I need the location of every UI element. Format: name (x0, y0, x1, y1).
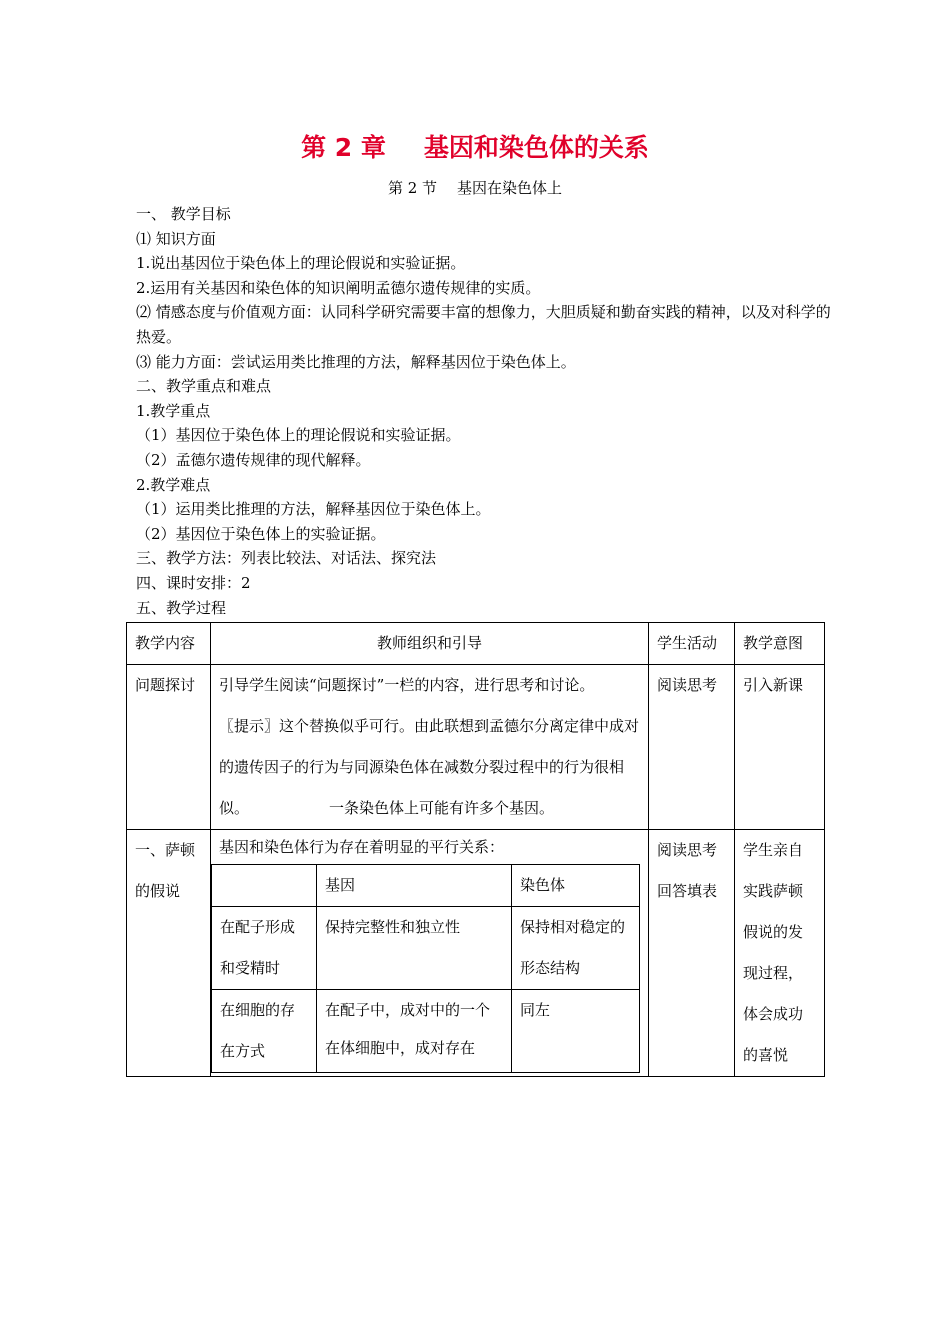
outline-line: 1.教学重点 (136, 401, 211, 420)
outline-line: 四、课时安排：2 (136, 573, 251, 592)
comparison-table (211, 864, 640, 1073)
outline-line: 一、 教学目标 (136, 205, 231, 223)
content-cell: 问题探讨 (127, 665, 211, 830)
guide-paragraph: 〖提示〗这个替换似乎可行。由此联想到孟德尔分离定律中成对的遗传因子的行为与同源染色体在减数分裂过程中的行为很相似。 一条染色体上可能有许多个基因。 (219, 717, 640, 817)
outline-line: 2.运用有关基因和染色体的知识阐明孟德尔遗传规律的实质。 (136, 278, 541, 297)
section-name: 基因在染色体上 (457, 179, 563, 197)
comparison-cell: 在配子中，成对中的一个 在体细胞中，成对存在 (317, 990, 512, 1073)
outline-line: （2）基因位于染色体上的实验证据。 (136, 524, 386, 543)
intent-cell: 引入新课 (735, 665, 825, 830)
outline-line: 二、教学重点和难点 (136, 377, 272, 396)
comparison-header-cell: 染色体 (512, 865, 640, 907)
outline-line: 1.说出基因位于染色体上的理论假说和实验证据。 (136, 254, 466, 273)
header-cell: 教学意图 (735, 623, 825, 665)
outline-line: （1）基因位于染色体上的理论假说和实验证据。 (136, 426, 461, 445)
outline-line: 三、教学方法：列表比较法、对话法、探究法 (136, 549, 437, 568)
chapter-title (0, 130, 950, 166)
outline-line: ⑵ 情感态度与价值观方面：认同科学研究需要丰富的想像力，大胆质疑和勤奋实践的精神，以及对科学的热爱。 (136, 303, 831, 346)
outline-line: 五、教学过程 (136, 598, 227, 617)
guide-cell (211, 830, 649, 1077)
activity-cell: 阅读思考回答填表 (649, 830, 735, 1077)
outline-line: 2.教学难点 (136, 475, 211, 494)
header-cell: 教学内容 (127, 623, 211, 665)
comparison-cell-extra: 在体细胞中，成对存在 (325, 1039, 476, 1057)
guide-cell (211, 665, 649, 830)
comparison-row (212, 907, 640, 990)
section-number: 第 2 节 (387, 179, 438, 197)
comparison-header-row (212, 865, 640, 907)
outline-line: （1）运用类比推理的方法，解释基因位于染色体上。 (136, 500, 491, 519)
outline-line: ⑴ 知识方面 (136, 229, 216, 248)
comparison-row (212, 990, 640, 1073)
comparison-cell: 保持相对稳定的形态结构 (512, 907, 640, 990)
comparison-cell: 同左 (512, 990, 640, 1073)
comparison-cell: 在配子形成和受精时 (212, 907, 317, 990)
chapter-number: 第 2 章 (301, 133, 386, 162)
header-cell: 教师组织和引导 (211, 623, 649, 665)
guide-paragraph: 基因和染色体行为存在着明显的平行关系： (219, 838, 505, 856)
lesson-outline (136, 202, 836, 620)
header-cell: 学生活动 (649, 623, 735, 665)
comparison-header-cell (212, 865, 317, 907)
activity-cell: 阅读思考 (649, 665, 735, 830)
comparison-header-cell: 基因 (317, 865, 512, 907)
guide-paragraph: 引导学生阅读“问题探讨”一栏的内容，进行思考和讨论。 (219, 676, 595, 694)
outline-line: （2）孟德尔遗传规律的现代解释。 (136, 450, 371, 469)
table-row (127, 830, 825, 1077)
intent-cell: 学生亲自实践萨顿假说的发现过程，体会成功的喜悦 (735, 830, 825, 1077)
section-title (0, 178, 950, 198)
table-header-row (127, 623, 825, 665)
comparison-cell: 保持完整性和独立性 (317, 907, 512, 990)
content-cell: 一、萨顿的假说 (127, 830, 211, 1077)
comparison-cell: 在细胞的存在方式 (212, 990, 317, 1073)
teaching-process-table (126, 622, 825, 1077)
guide-note: 一条染色体上可能有许多个基因。 (329, 799, 555, 817)
table-row (127, 665, 825, 830)
outline-line: ⑶ 能力方面：尝试运用类比推理的方法，解释基因位于染色体上。 (136, 352, 576, 371)
chapter-name: 基因和染色体的关系 (423, 133, 649, 162)
